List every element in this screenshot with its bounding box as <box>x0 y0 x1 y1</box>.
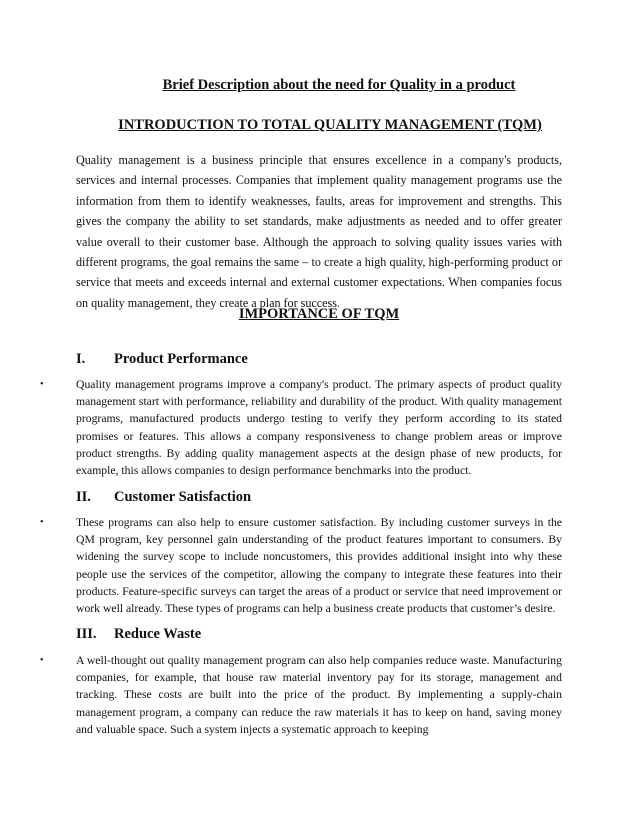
bullet-icon: • <box>40 379 44 390</box>
bullet-icon: • <box>40 517 44 528</box>
section-numeral: I. <box>76 351 86 367</box>
bullet-icon: • <box>40 655 44 666</box>
section-heading-customer-satisfaction <box>76 488 251 506</box>
section-numeral: III. <box>76 626 97 642</box>
section-bullet-reduce-waste <box>40 652 562 738</box>
bullet-paragraph: These programs can also help to ensure customer satisfaction. By including customer surveys in the QM program, key personnel gain understanding of the product features important to consumers. By widening the survey scope to include noncustomers, this provides additional insight into why these people use the services of the competitor, allowing the company to integrate these features into their products. Feature-specific surveys can target the areas of a product or service that need improvement or work well already. These types of programs can help a business create products that customer’s desire. <box>76 516 562 616</box>
section-numeral: II. <box>76 489 91 505</box>
section-title: Product Performance <box>114 351 248 367</box>
bullet-paragraph: A well-thought out quality management program can also help companies reduce waste. Manufacturing companies, for example, that house raw material inventory pay for its storage, management and tracking. These costs are built into the price of the product. By implementing a supply-chain management program, a company can reduce the raw materials it has to keep on hand, saving money and valuable space. Such a system injects a systematic approach to keeping <box>76 654 562 736</box>
bullet-paragraph: Quality management programs improve a company's product. The primary aspects of product quality management start with performance, reliability and durability of the product. With quality management programs, manufactured products undergo testing to verify they perform according to its stated promises or features. This allows a company responsiveness to change problem areas or improve product strengths. By adding quality management aspects at the design phase of new products, for example, this allows companies to design performance benchmarks into the product. <box>76 378 562 478</box>
document-title: Brief Description about the need for Quality in a product <box>162 77 516 93</box>
section-bullet-product-performance <box>40 376 562 479</box>
section-bullet-customer-satisfaction <box>40 514 562 617</box>
section-title: Customer Satisfaction <box>114 489 252 505</box>
section-heading-product-performance <box>76 350 248 368</box>
section-title: Reduce Waste <box>114 626 202 642</box>
intro-paragraph: Quality management is a business principle that ensures excellence in a company's products, services and internal processes. Companies that implement quality management programs use the information from them to identify weaknesses, faults, areas for improvement and strengths. This gives the company the ability to set standards, make adjustments as needed and to offer greater value overall to their customer base. Although the approach to solving quality issues varies with different programs, the goal remains the same – to create a high quality, high-performing product or service that meets and exceeds internal and external customer expectations. When companies focus on quality management, they create a plan for success. <box>76 153 562 310</box>
importance-heading: IMPORTANCE OF TQM <box>238 306 400 322</box>
document-subtitle: INTRODUCTION TO TOTAL QUALITY MANAGEMENT (TQM) <box>118 117 542 133</box>
section-heading-reduce-waste <box>76 625 201 643</box>
